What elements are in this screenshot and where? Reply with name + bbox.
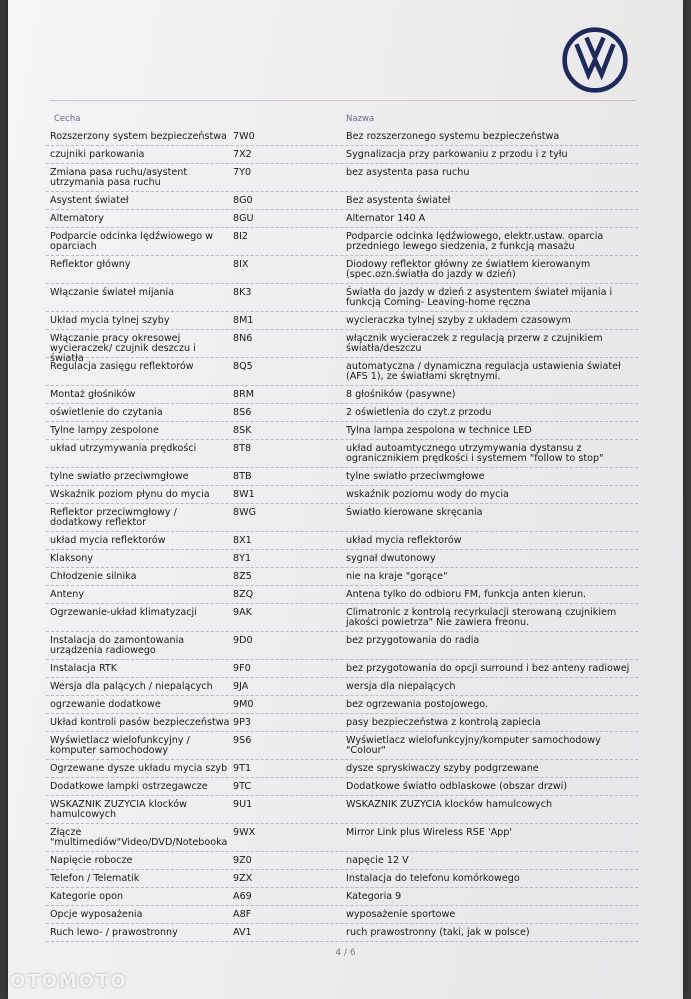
cell-cecha: Dodatkowe lampki ostrzegawcze (50, 781, 208, 792)
cell-kod: 9ZX (233, 873, 253, 884)
cell-nazwa: wycieraczka tylnej szyby z układem czasowym (346, 315, 571, 326)
cell-cecha: Instalacja RTK (50, 663, 118, 674)
cell-cecha: Telefon / Telematik (50, 873, 140, 884)
cell-nazwa: Wyświetlacz wielofunkcyjny/komputer samochodowy "Colour" (346, 735, 601, 756)
cell-nazwa: Diodowy reflektor główny ze światłem kierowanym (spec.ozn.światła do jazdy w dzień) (346, 259, 591, 280)
cell-cecha: Napięcie robocze (50, 855, 133, 866)
column-header-nazwa: Nazwa (346, 114, 375, 124)
table-row (46, 486, 638, 504)
table-row (46, 386, 638, 404)
cell-nazwa: sygnał dwutonowy (346, 553, 436, 564)
cell-nazwa: Kategoria 9 (346, 891, 402, 902)
table-row (46, 210, 638, 228)
cell-cecha: Reflektor główny (50, 259, 131, 270)
cell-kod: 8Y1 (233, 553, 252, 564)
cell-cecha: Rozszerzony system bezpieczeństwa (50, 131, 227, 142)
cell-kod: 8X1 (233, 535, 252, 546)
table-row (46, 732, 638, 760)
document-page (8, 0, 683, 999)
cell-nazwa: WSKAZNIK ZUZYCIA klocków hamulcowych (346, 799, 553, 810)
cell-nazwa: Bez asystenta świateł (346, 195, 451, 206)
column-header-cecha: Cecha (54, 114, 81, 124)
table-row (46, 870, 638, 888)
cell-kod: 9AK (233, 607, 252, 618)
cell-cecha: Ogrzewane dysze układu mycia szyb (50, 763, 228, 774)
cell-cecha: Kategorie opon (50, 891, 124, 902)
cell-cecha: Układ mycia tylnej szyby (50, 315, 170, 326)
cell-cecha: Asystent świateł (50, 195, 129, 206)
cell-kod: A69 (233, 891, 252, 902)
cell-nazwa: Sygnalizacja przy parkowaniu z przodu i z tyłu (346, 149, 568, 160)
cell-cecha: ogrzewanie dodatkowe (50, 699, 161, 710)
table-row (46, 696, 638, 714)
cell-cecha: Montaż głośników (50, 389, 136, 400)
cell-kod: 9WX (233, 827, 256, 838)
cell-cecha: Podparcie odcinka lędźwiowego w oparciach (50, 231, 213, 252)
page-number: 4 / 6 (335, 948, 356, 958)
cell-nazwa: Światła do jazdy w dzień z asystentem świateł mijania i funkcją Coming- Leaving-home ręczna (346, 287, 613, 308)
cell-kod: 9F0 (233, 663, 251, 674)
otomoto-watermark: OTOMOTO (10, 971, 128, 992)
table-row (46, 440, 638, 468)
cell-nazwa: nie na kraje "gorące" (346, 571, 448, 582)
cell-cecha: Wskaźnik poziom płynu do mycia (50, 489, 210, 500)
cell-kod: 9M0 (233, 699, 254, 710)
cell-kod: 8K3 (233, 287, 252, 298)
cell-nazwa: Climatronic z kontrolą recyrkulacji sterowaną czujnikiem jakości powietrza" Nie zawiera freonu. (346, 607, 617, 628)
cell-kod: 9P3 (233, 717, 251, 728)
cell-nazwa: Bez rozszerzonego systemu bezpieczeństwa (346, 131, 560, 142)
table-row (46, 906, 638, 924)
cell-kod: 8TB (233, 471, 252, 482)
cell-nazwa: bez ogrzewania postojowego. (346, 699, 489, 710)
cell-nazwa: Instalacja do telefonu komórkowego (346, 873, 520, 884)
cell-nazwa: automatyczna / dynamiczna regulacja ustawienia świateł (AFS 1), ze światłami skrętnymi. (346, 361, 621, 382)
cell-nazwa: wersja dla niepalących (346, 681, 456, 692)
table-row (46, 504, 638, 532)
table-row (46, 468, 638, 486)
cell-kod: 8Q5 (233, 361, 253, 372)
cell-nazwa: Światło kierowane skręcania (346, 507, 483, 518)
cell-cecha: Chłodzenie silnika (50, 571, 137, 582)
cell-cecha: Włączanie świateł mijania (50, 287, 174, 298)
cell-kod: 8WG (233, 507, 257, 518)
table-row (46, 146, 638, 164)
cell-nazwa: Alternator 140 A (346, 213, 426, 224)
cell-cecha: układ utrzymywania prędkości (50, 443, 197, 454)
cell-cecha: oświetlenie do czytania (50, 407, 163, 418)
cell-kod: 8N6 (233, 333, 253, 344)
cell-nazwa: bez asystenta pasa ruchu (346, 167, 470, 178)
cell-nazwa: włącznik wycieraczek z regulacją przerw z czujnikiem światła/deszczu (346, 333, 603, 354)
table-row (46, 714, 638, 732)
table-row (46, 164, 638, 192)
cell-kod: 9U1 (233, 799, 253, 810)
cell-kod: 7Y0 (233, 167, 252, 178)
cell-cecha: Ruch lewo- / prawostronny (50, 927, 178, 938)
equipment-table (46, 128, 638, 942)
header-divider (50, 100, 636, 101)
table-row (46, 778, 638, 796)
cell-cecha: Układ kontroli pasów bezpieczeństwa (50, 717, 230, 728)
cell-nazwa: Mirror Link plus Wireless RSE 'App' (346, 827, 512, 838)
cell-nazwa: ruch prawostronny (taki, jak w polsce) (346, 927, 530, 938)
table-row (46, 796, 638, 824)
table-row (46, 532, 638, 550)
table-row (46, 228, 638, 256)
cell-kod: 9D0 (233, 635, 253, 646)
table-row (46, 604, 638, 632)
cell-cecha: Opcje wyposażenia (50, 909, 143, 920)
cell-cecha: czujniki parkowania (50, 149, 145, 160)
cell-kod: AV1 (233, 927, 252, 938)
cell-cecha: Zmiana pasa ruchu/asystent utrzymania pasa ruchu (50, 167, 188, 188)
table-row (46, 330, 638, 364)
cell-cecha: tylne swiatło przeciwmgłowe (50, 471, 189, 482)
cell-kod: 9Z0 (233, 855, 252, 866)
cell-cecha: układ mycia reflektorów (50, 535, 166, 546)
table-row (46, 284, 638, 312)
cell-cecha: Regulacja zasięgu reflektorów (50, 361, 194, 372)
cell-kod: 9JA (233, 681, 249, 692)
cell-nazwa: układ autoamtycznego utrzymywania dystansu z ogranicznikiem prędkości i systemem "follow to stop" (346, 443, 604, 464)
cell-kod: 8I2 (233, 231, 249, 242)
cell-nazwa: 2 oświetlenia do czyt.z przodu (346, 407, 492, 418)
table-row (46, 760, 638, 778)
cell-nazwa: tylne swiatło przeciwmgłowe (346, 471, 485, 482)
cell-cecha: Instalacja do zamontowania urządzenia radiowego (50, 635, 185, 656)
cell-kod: 8M1 (233, 315, 254, 326)
cell-kod: 7W0 (233, 131, 255, 142)
cell-nazwa: Antena tylko do odbioru FM, funkcja anten kierun. (346, 589, 587, 600)
cell-nazwa: dysze spryskiwaczy szyby podgrzewane (346, 763, 539, 774)
cell-nazwa: wyposażenie sportowe (346, 909, 456, 920)
cell-nazwa: wskaźnik poziomu wody do mycia (346, 489, 509, 500)
table-row (46, 312, 638, 330)
cell-nazwa: bez przygotowania do radia (346, 635, 480, 646)
cell-cecha: Wersja dla palących / niepalących (50, 681, 213, 692)
cell-kod: 8RM (233, 389, 255, 400)
cell-kod: 8Z5 (233, 571, 252, 582)
table-row (46, 632, 638, 660)
table-row (46, 404, 638, 422)
table-row (46, 678, 638, 696)
cell-nazwa: napęcie 12 V (346, 855, 409, 866)
table-row (46, 852, 638, 870)
table-row (46, 660, 638, 678)
cell-cecha: Ogrzewanie-układ klimatyzacji (50, 607, 197, 618)
cell-kod: 8T8 (233, 443, 252, 454)
cell-kod: 8GU (233, 213, 254, 224)
cell-kod: 8IX (233, 259, 249, 270)
cell-cecha: Włączanie pracy okresowej wycieraczek/ czujnik deszczu i światła (50, 333, 196, 364)
cell-cecha: Klaksony (50, 553, 94, 564)
table-row (46, 568, 638, 586)
cell-cecha: Reflektor przeciwmgłowy / dodatkowy reflektor (50, 507, 177, 528)
cell-kod: 8W1 (233, 489, 255, 500)
cell-cecha: Wyświetlacz wielofunkcyjny / komputer samochodowy (50, 735, 190, 756)
cell-cecha: Tylne lampy zespolone (50, 425, 159, 436)
cell-kod: 9S6 (233, 735, 252, 746)
table-row (46, 128, 638, 146)
table-row (46, 924, 638, 942)
cell-cecha: Złącze "multimediów"Video/DVD/Notebooka (50, 827, 228, 848)
table-row (46, 888, 638, 906)
table-row (46, 192, 638, 210)
cell-nazwa: pasy bezpieczeństwa z kontrolą zapiecia (346, 717, 541, 728)
cell-nazwa: Podparcie odcinka lędźwiowego, elektr.ustaw. oparcia przedniego lewego siedzenia, z funkcją masażu (346, 231, 604, 252)
cell-kod: 9TC (233, 781, 252, 792)
cell-kod: A8F (233, 909, 252, 920)
cell-kod: 8G0 (233, 195, 253, 206)
table-row (46, 550, 638, 568)
cell-cecha: Alternatory (50, 213, 104, 224)
table-row (46, 586, 638, 604)
cell-kod: 9T1 (233, 763, 252, 774)
table-row (46, 422, 638, 440)
cell-nazwa: bez przygotowania do opcji surround i bez anteny radiowej (346, 663, 630, 674)
table-row (46, 256, 638, 284)
cell-nazwa: układ mycia reflektorów (346, 535, 462, 546)
cell-nazwa: Dodatkowe światło odblaskowe (obszar drzwi) (346, 781, 568, 792)
table-row (46, 824, 638, 852)
vw-logo (562, 27, 628, 93)
cell-kod: 8ZQ (233, 589, 254, 600)
cell-cecha: Anteny (50, 589, 85, 600)
table-row (46, 358, 638, 386)
cell-cecha: WSKAZNIK ZUZYCIA klocków hamulcowych (50, 799, 187, 820)
cell-kod: 8S6 (233, 407, 252, 418)
cell-nazwa: 8 głośników (pasywne) (346, 389, 456, 400)
cell-kod: 8SK (233, 425, 252, 436)
cell-kod: 7X2 (233, 149, 252, 160)
cell-nazwa: Tylna lampa zespolona w technice LED (346, 425, 532, 436)
